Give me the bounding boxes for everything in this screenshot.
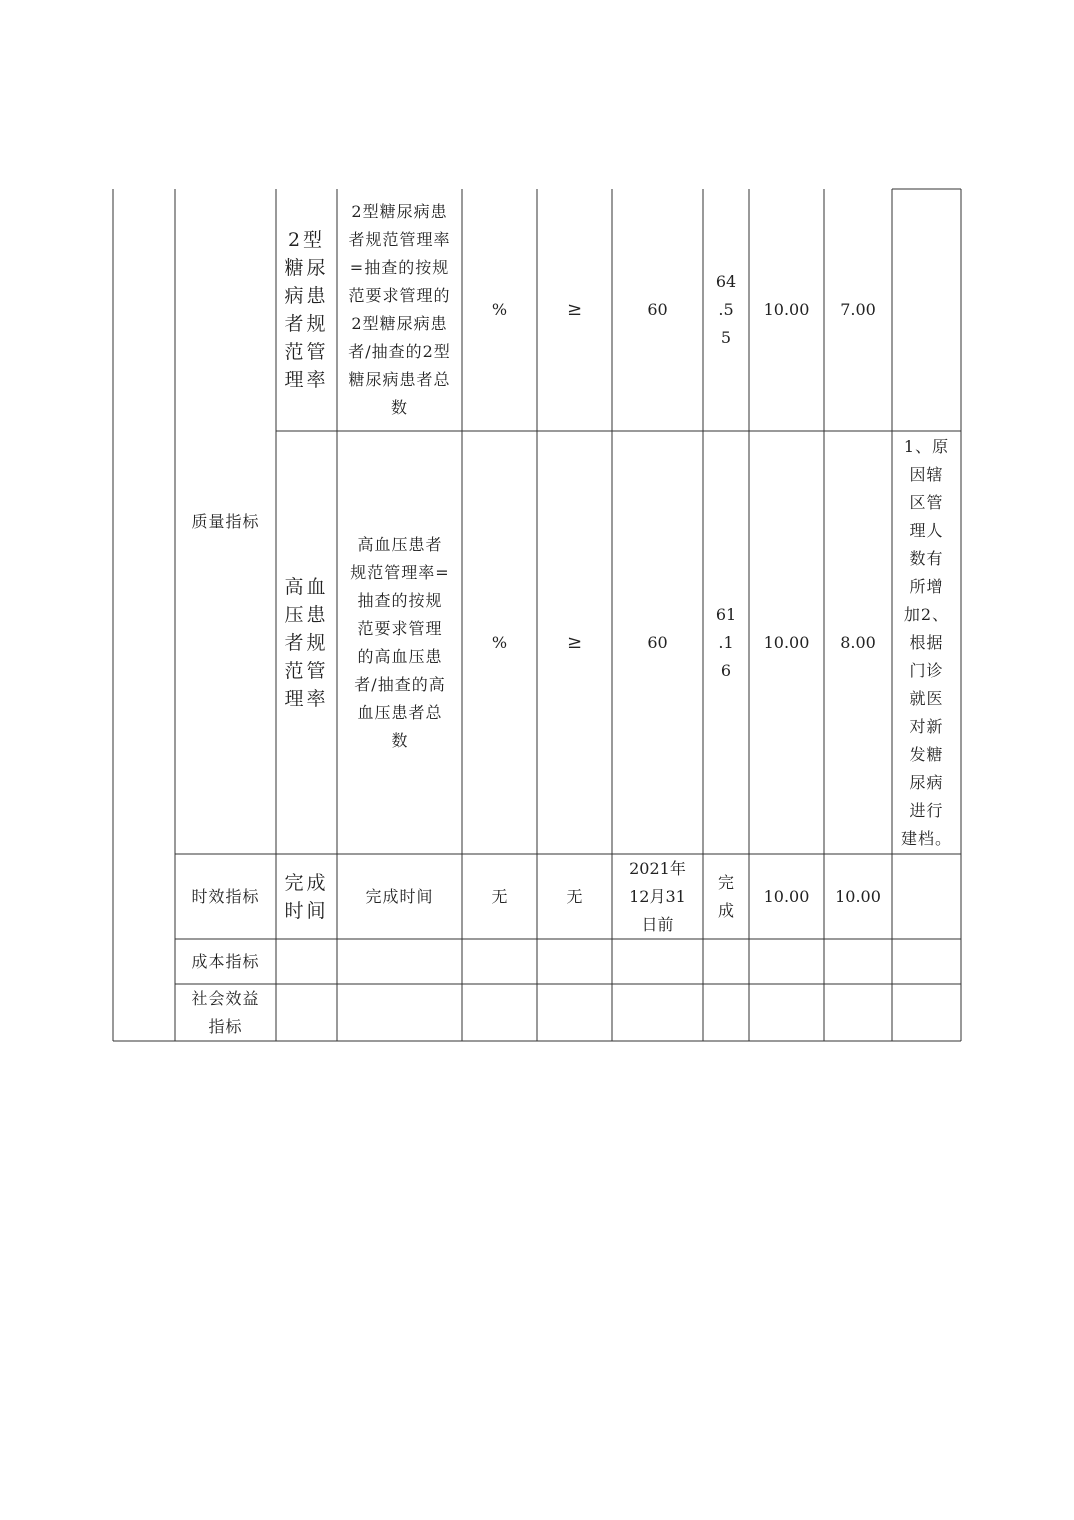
metric-hypertension-management-rate: 高血 压患 者规 范管 理率 [284, 575, 329, 710]
metric-diabetes-management-rate: 2型 糖尿 病患 者规 范管 理率 [284, 229, 329, 391]
target-diabetes: 60 [647, 300, 668, 319]
weight-hypertension: 10.00 [763, 632, 810, 652]
category-cost: 成本指标 [191, 951, 260, 971]
score-diabetes: 7.00 [840, 300, 876, 319]
unit-hypertension: % [491, 632, 508, 652]
actual-hypertension: 61 .1 6 [715, 604, 737, 680]
unit-diabetes: % [491, 300, 508, 319]
target-hypertension: 60 [647, 632, 668, 652]
operator-hypertension: ≥ [566, 631, 583, 653]
reason-hypertension: 1、原 因辖 区管 理人 数有 所增 加2、 根据 门诊 就医 对新 发糖 尿病 进行 建档。 [900, 436, 952, 848]
score-completion-time: 10.00 [835, 886, 881, 906]
definition-diabetes: 2型糖尿病患者规范管理率=抽查的按规范要求管理的2型糖尿病患者/抽查的2型糖尿病患者总数 [348, 202, 451, 417]
actual-diabetes: 64 .5 5 [715, 272, 737, 347]
weight-completion-time: 10.00 [763, 886, 810, 906]
category-social-benefit: 社会效益 指标 [191, 988, 260, 1036]
score-hypertension: 8.00 [840, 632, 876, 652]
definition-hypertension: 高血压患者规范管理率=抽查的按规范要求管理的高血压患者/抽查的高血压患者总数 [350, 534, 450, 750]
weight-diabetes: 10.00 [763, 300, 810, 319]
reason-diabetes [892, 189, 961, 431]
reason-completion-time [892, 854, 961, 939]
operator-diabetes: ≥ [566, 299, 583, 320]
category-timeliness: 时效指标 [191, 886, 260, 906]
category-quality: 质量指标 [191, 511, 260, 531]
operator-completion-time: 无 [566, 886, 583, 906]
actual-completion-time: 完 成 [717, 872, 734, 920]
target-completion-time: 2021年 12月31 日前 [629, 858, 686, 934]
metric-completion-time: 完成 时间 [284, 871, 329, 922]
definition-completion-time: 完成时间 [365, 886, 434, 906]
unit-completion-time: 无 [491, 886, 508, 906]
